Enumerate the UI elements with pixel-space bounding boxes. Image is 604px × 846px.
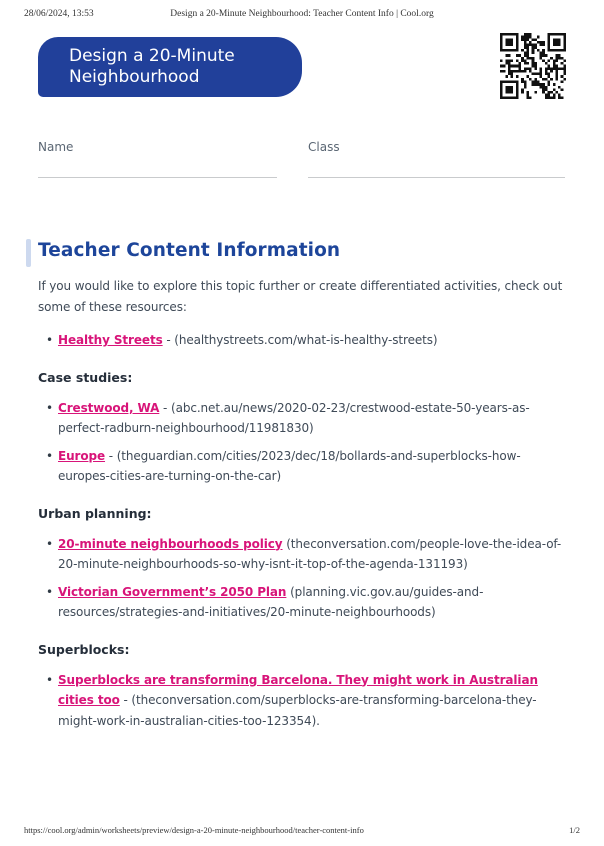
- print-footer: [24, 825, 580, 835]
- worksheet-title-card: [38, 37, 302, 97]
- name-blank-line: [38, 177, 277, 178]
- resource-item: [58, 398, 565, 439]
- resource-url: - (theguardian.com/cities/2023/dec/18/bollards-and-superblocks-how-europes-cities-are-turning-on-the-car): [58, 448, 521, 483]
- resource-url: - (theconversation.com/superblocks-are-transforming-barcelona-they-might-work-in-australian-cities-too-123354).: [58, 693, 537, 728]
- resource-item: [58, 582, 565, 623]
- name-label: Name: [38, 140, 74, 154]
- resources: [38, 330, 565, 731]
- print-header: [24, 9, 580, 19]
- resource-link[interactable]: Europe: [58, 448, 106, 463]
- resource-url: (theconversation.com/people-love-the-idea-of-20-minute-neighbourhoods-so-why-isnt-it-top-of-the-agenda-131193): [58, 536, 562, 571]
- worksheet-title: Design a 20-Minute Neighbourhood: [69, 46, 235, 87]
- class-blank-line: [308, 177, 565, 178]
- print-title: Design a 20-Minute Neighbourhood: Teacher Content Info | Cool.org: [170, 9, 434, 19]
- heading-accent-bar: [26, 239, 31, 267]
- section-heading-text: Teacher Content Information: [38, 240, 341, 261]
- page-number: 1/2: [569, 825, 580, 835]
- student-fields: [38, 140, 565, 178]
- footer-url: https://cool.org/admin/worksheets/preview/design-a-20-minute-neighbourhood/teacher-content-info: [24, 825, 364, 835]
- resource-url: - (abc.net.au/news/2020-02-23/crestwood-estate-50-years-as-perfect-radburn-neighbourhood/11981830): [58, 400, 530, 435]
- print-datetime: 28/06/2024, 13:53: [24, 9, 94, 19]
- resource-item: [58, 670, 565, 732]
- resource-item: [58, 534, 565, 575]
- section-heading: [38, 240, 565, 261]
- resource-item: [58, 446, 565, 487]
- class-field: [308, 140, 565, 178]
- name-field: [38, 140, 277, 178]
- resource-group-header: Case studies:: [38, 369, 133, 385]
- resource-group-header: Superblocks:: [38, 641, 130, 657]
- resource-list: [38, 330, 565, 351]
- resource-link[interactable]: Crestwood, WA: [58, 400, 160, 415]
- resource-list: [38, 398, 565, 487]
- resource-link[interactable]: Healthy Streets: [58, 333, 163, 347]
- resource-url: (planning.vic.gov.au/guides-and-resources/strategies-and-initiatives/20-minute-neighbourhoods): [58, 584, 484, 619]
- resource-list: [38, 670, 565, 732]
- intro-paragraph: If you would like to explore this topic further or create differentiated activities, check out some of these resources:: [38, 279, 563, 314]
- resource-group-header: Urban planning:: [38, 505, 152, 521]
- resource-url: - (healthystreets.com/what-is-healthy-streets): [162, 333, 438, 347]
- resource-item: [58, 330, 565, 351]
- resource-link[interactable]: Superblocks are transforming Barcelona. They might work in Australian cities too: [58, 672, 538, 707]
- worksheet-content: [38, 37, 565, 744]
- resource-list: [38, 534, 565, 623]
- class-label: Class: [308, 140, 340, 154]
- resource-link[interactable]: 20-minute neighbourhoods policy: [58, 536, 283, 551]
- resource-link[interactable]: Victorian Government’s 2050 Plan: [58, 584, 287, 599]
